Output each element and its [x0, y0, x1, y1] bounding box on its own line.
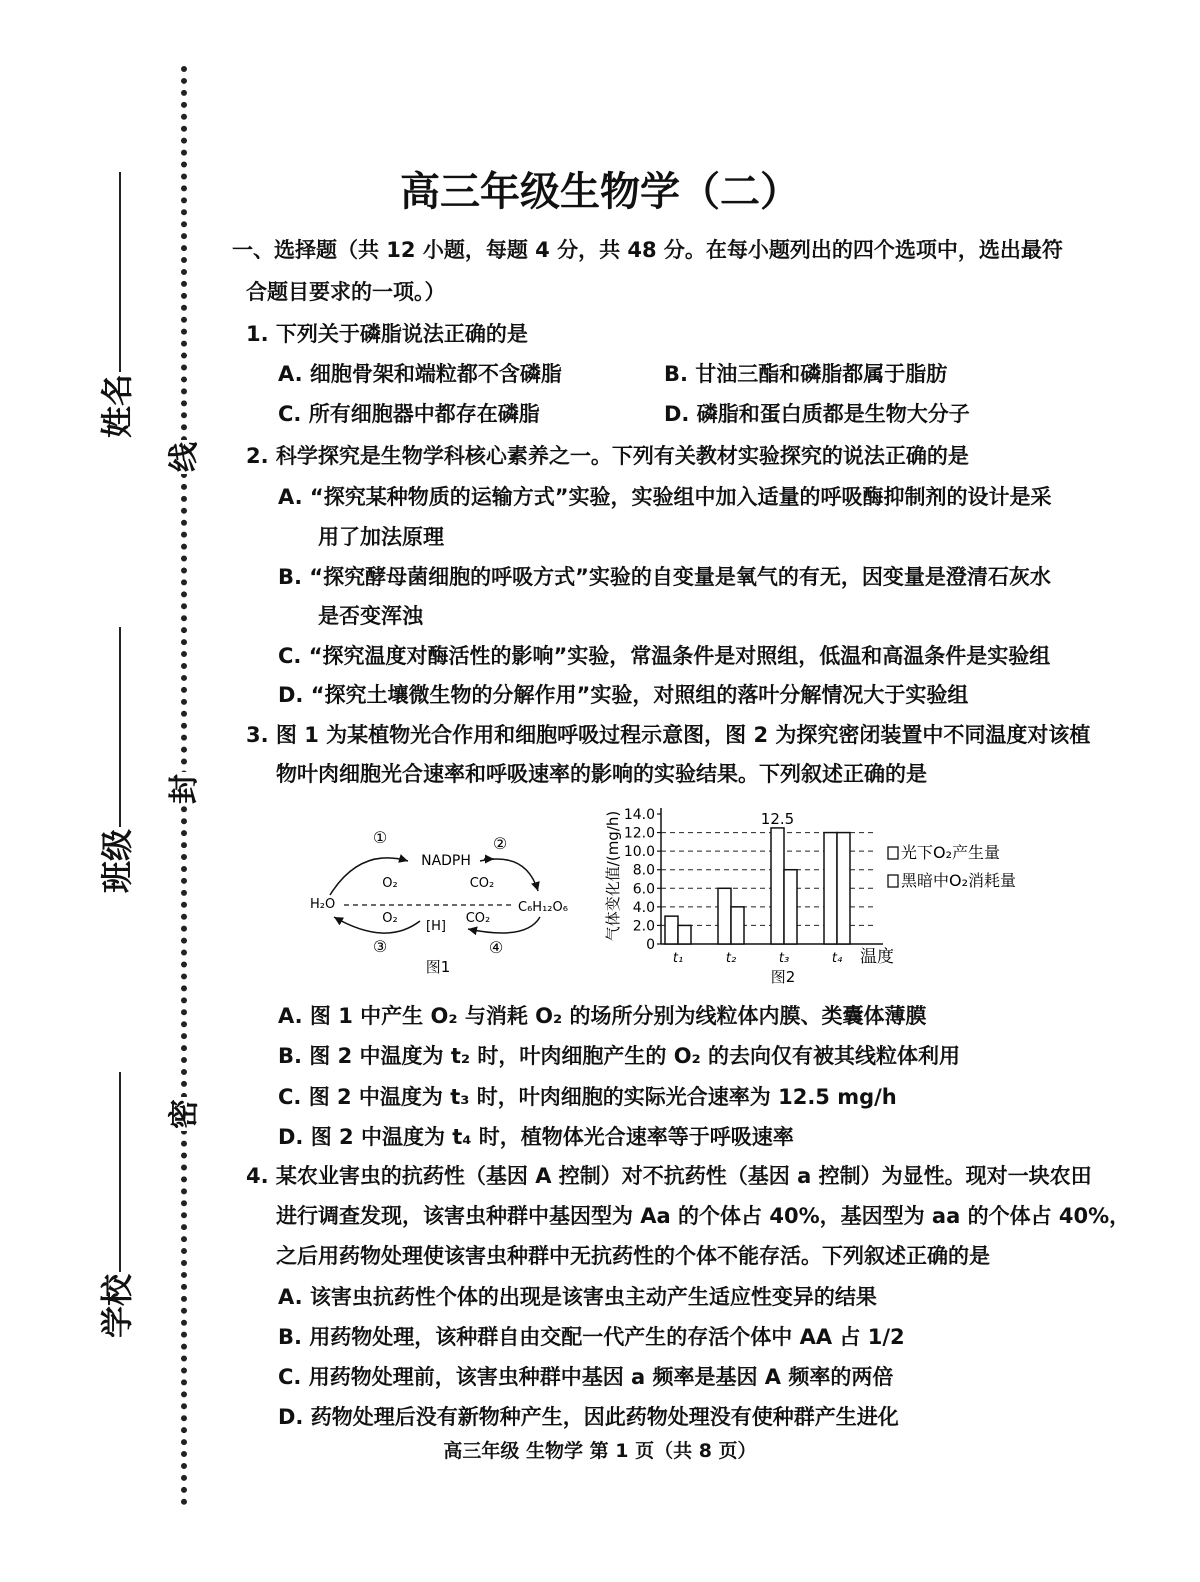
bar-light-o2-produced — [771, 828, 784, 944]
figure-1-diagram — [300, 825, 600, 980]
q4-stem-line2: 进行调查发现，该害虫种群中基因型为 Aa 的个体占 40%，基因型为 aa 的个体占 40%， — [276, 1204, 1131, 1228]
page-footer: 高三年级 生物学 第 1 页（共 8 页） — [443, 1440, 757, 1462]
q1-option-c: C. 所有细胞器中都存在磷脂 — [278, 402, 540, 426]
fig1-label-o2-top: O₂ — [382, 876, 398, 891]
x-tick-label: t₄ — [831, 951, 843, 966]
bar-dark-o2-consumed — [784, 870, 797, 944]
q4-option-a: A. 该害虫抗药性个体的出现是该害虫主动产生适应性变异的结果 — [278, 1285, 877, 1309]
q3-stem-line2: 物叶肉细胞光合速率和呼吸速率的影响的实验结果。下列叙述正确的是 — [276, 762, 927, 786]
x-tick-label: t₂ — [725, 951, 737, 966]
binding-margin — [0, 0, 230, 1582]
bar-dark-o2-consumed — [837, 833, 850, 944]
fig1-caption: 图1 — [425, 958, 451, 976]
bar-dark-o2-consumed — [731, 907, 744, 944]
y-tick-label: 10.0 — [623, 844, 655, 861]
fig1-label-h: [H] — [426, 919, 446, 934]
fig1-label-3: ③ — [372, 937, 388, 956]
y-tick-label: 14.0 — [623, 807, 655, 823]
school-blank[interactable] — [117, 1072, 121, 1272]
page-title: 高三年级生物学（二） — [400, 169, 800, 215]
bar-light-o2-produced — [665, 916, 678, 944]
q4-option-b: B. 用药物处理，该种群自由交配一代产生的存活个体中 AA 占 1/2 — [278, 1325, 905, 1349]
bar-light-o2-produced — [718, 888, 731, 944]
fig1-label-co2-bottom: CO₂ — [465, 911, 491, 926]
bar-dark-o2-consumed — [678, 925, 691, 944]
legend-label: 光下O₂产生量 — [901, 843, 1001, 862]
school-field[interactable] — [92, 1068, 138, 1338]
q2-option-d: D. “探究土壤微生物的分解作用”实验，对照组的落叶分解情况大于实验组 — [278, 683, 969, 707]
class-field[interactable] — [92, 623, 138, 893]
q2-option-a-line2: 用了加法原理 — [318, 525, 444, 549]
fig1-arrow-3 — [334, 917, 420, 933]
fig2-ylabel: 气体变化值/(mg/h) — [604, 810, 622, 942]
q2-stem: 2. 科学探究是生物学科核心素养之一。下列有关教材实验探究的说法正确的是 — [246, 444, 969, 468]
data-label-12-5: 12.5 — [760, 809, 795, 828]
fig2-xlabel: 温度 — [860, 947, 894, 967]
q3-stem-line1: 3. 图 1 为某植物光合作用和细胞呼吸过程示意图，图 2 为探究密闭装置中不同温度对该植 — [246, 723, 1091, 747]
class-label: 班级 — [98, 828, 136, 893]
fig1-label-2: ② — [492, 834, 508, 853]
fig1-label-h2o: H₂O — [310, 897, 336, 912]
section-heading-line1: 一、选择题（共 12 小题，每题 4 分，共 48 分。在每小题列出的四个选项中，选出最符 — [232, 238, 1063, 262]
seal-char-mi: 密 — [167, 1099, 202, 1129]
fig1-label-co2-top: CO₂ — [469, 876, 495, 891]
q4-option-c: C. 用药物处理前，该害虫种群中基因 a 频率是基因 A 频率的两倍 — [278, 1365, 894, 1389]
fig1-label-o2-bottom: O₂ — [382, 911, 398, 926]
figure-2-chart — [598, 800, 1048, 995]
q1-option-d: D. 磷脂和蛋白质都是生物大分子 — [664, 402, 970, 426]
y-tick-label: 4.0 — [632, 899, 655, 916]
q3-option-c: C. 图 2 中温度为 t₃ 时，叶肉细胞的实际光合速率为 12.5 mg/h — [278, 1085, 897, 1109]
y-tick-label: 12.0 — [623, 825, 655, 842]
fig1-label-4: ④ — [488, 938, 504, 957]
legend-swatch — [888, 847, 898, 859]
fig2-caption: 图2 — [770, 968, 796, 986]
q2-option-b-line1: B. “探究酵母菌细胞的呼吸方式”实验的自变量是氧气的有无，因变量是澄清石灰水 — [278, 565, 1051, 589]
q4-option-d: D. 药物处理后没有新物种产生，因此药物处理没有使种群产生进化 — [278, 1405, 899, 1429]
q1-option-b: B. 甘油三酯和磷脂都属于脂肪 — [664, 362, 948, 386]
fig1-label-nadph: NADPH — [421, 853, 471, 869]
q3-option-d: D. 图 2 中温度为 t₄ 时，植物体光合速率等于呼吸速率 — [278, 1125, 794, 1149]
q2-option-b-line2: 是否变浑浊 — [318, 604, 423, 628]
fig1-label-glucose: C₆H₁₂O₆ — [518, 900, 568, 915]
y-tick-label: 2.0 — [632, 918, 655, 935]
x-tick-label: t₁ — [672, 951, 684, 966]
q1-option-a: A. 细胞骨架和端粒都不含磷脂 — [278, 362, 562, 386]
q2-option-c: C. “探究温度对酶活性的影响”实验，常温条件是对照组，低温和高温条件是实验组 — [278, 644, 1051, 668]
seal-char-feng: 封 — [167, 774, 202, 804]
q4-stem-line3: 之后用药物处理使该害虫种群中无抗药性的个体不能存活。下列叙述正确的是 — [276, 1244, 990, 1268]
q1-stem: 1. 下列关于磷脂说法正确的是 — [246, 322, 528, 346]
q2-option-a-line1: A. “探究某种物质的运输方式”实验，实验组中加入适量的呼吸酶抑制剂的设计是采 — [278, 485, 1052, 509]
legend-label: 黑暗中O₂消耗量 — [901, 871, 1017, 890]
class-blank[interactable] — [117, 627, 121, 827]
y-tick-label: 6.0 — [632, 881, 655, 898]
x-tick-label: t₃ — [778, 951, 790, 966]
seal-char-xian: 线 — [167, 442, 202, 472]
y-tick-label: 0 — [646, 937, 655, 953]
school-label: 学校 — [98, 1273, 136, 1338]
legend-swatch — [888, 875, 898, 887]
name-label: 姓名 — [98, 373, 136, 438]
q3-option-a: A. 图 1 中产生 O₂ 与消耗 O₂ 的场所分别为线粒体内膜、类囊体薄膜 — [278, 1004, 927, 1028]
q3-option-b: B. 图 2 中温度为 t₂ 时，叶肉细胞产生的 O₂ 的去向仅有被其线粒体利用 — [278, 1044, 961, 1068]
bar-light-o2-produced — [824, 833, 837, 944]
section-heading-line2: 合题目要求的一项。） — [246, 280, 446, 304]
y-tick-label: 8.0 — [632, 862, 655, 879]
fig1-label-1: ① — [372, 828, 388, 847]
q4-stem-line1: 4. 某农业害虫的抗药性（基因 A 控制）对不抗药性（基因 a 控制）为显性。现对一块农田 — [246, 1164, 1092, 1188]
